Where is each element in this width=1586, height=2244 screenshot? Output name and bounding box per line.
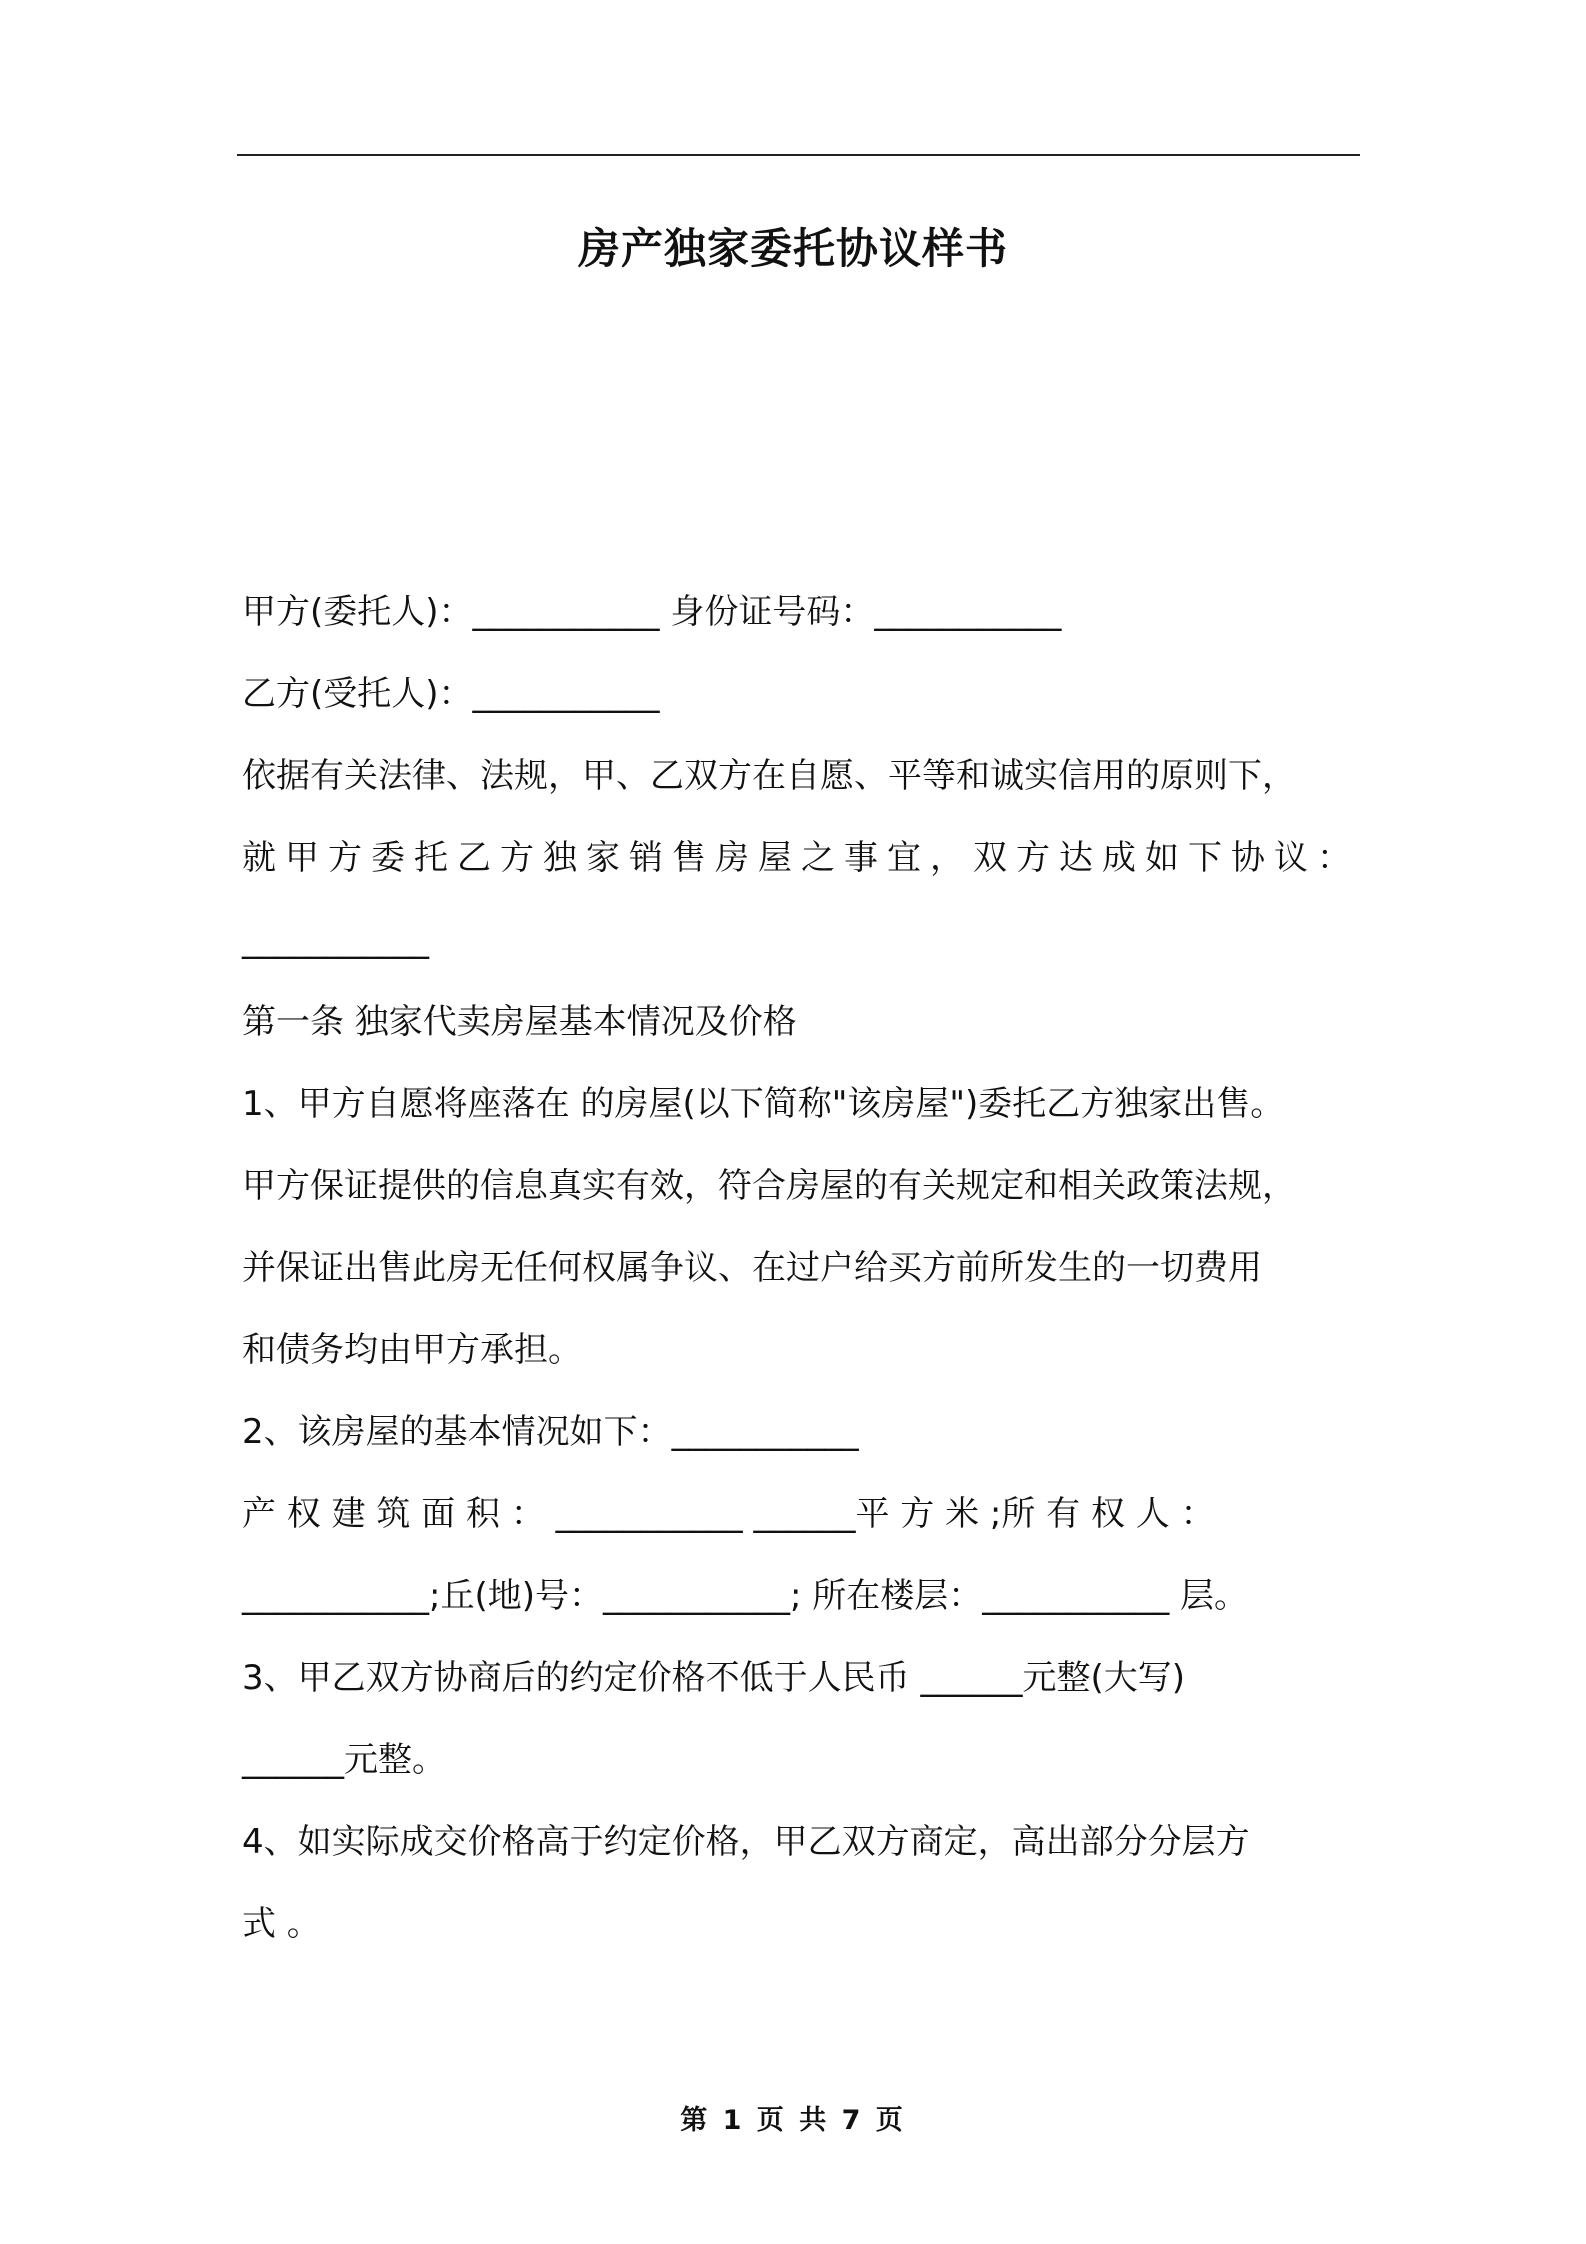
- party-b-line: 乙方(受托人)：___________: [242, 674, 660, 714]
- clause-1-line-2: 甲方保证提供的信息真实有效，符合房屋的有关规定和相关政策法规，: [242, 1166, 1296, 1206]
- clause-3-line-2: ______元整。: [242, 1740, 446, 1780]
- header-rule: [237, 154, 1360, 156]
- clause-2-line-1: 2、该房屋的基本情况如下：___________: [242, 1412, 859, 1452]
- clause-4-line-1: 4、如实际成交价格高于约定价格，甲乙双方商定，高出部分分层方: [242, 1822, 1250, 1862]
- article-1-heading: 第一条 独家代卖房屋基本情况及价格: [242, 1002, 797, 1042]
- clause-2-area-line: 产 权 建 筑 面 积 ： ___________ ______平 方 米 ;所 有 权 人 ：: [242, 1494, 1215, 1534]
- clause-3-line-1: 3、甲乙双方协商后的约定价格不低于人民币 ______元整(大写): [242, 1658, 1185, 1698]
- preamble-line-1: 依据有关法律、法规，甲、乙双方在自愿、平等和诚实信用的原则下，: [242, 756, 1296, 796]
- clause-1-line-4: 和债务均由甲方承担。: [242, 1330, 582, 1370]
- page-footer: 第 1 页 共 7 页: [680, 2105, 906, 2136]
- clause-2-lot-line: ___________;丘(地)号：___________; 所在楼层：___________ 层。: [242, 1576, 1249, 1616]
- clause-1-line-1: 1、甲方自愿将座落在 的房屋(以下简称"该房屋")委托乙方独家出售。: [242, 1084, 1285, 1124]
- blank-line: ___________: [242, 920, 429, 960]
- clause-4-line-2: 式 。: [242, 1904, 321, 1944]
- document-title: 房产独家委托协议样书: [577, 224, 1008, 273]
- party-a-line: 甲方(委托人)：___________ 身份证号码：___________: [242, 592, 1062, 632]
- preamble-line-2: 就甲方委托乙方独家销售房屋之事宜，双方达成如下协议：: [242, 838, 1360, 878]
- clause-1-line-3: 并保证出售此房无任何权属争议、在过户给买方前所发生的一切费用: [242, 1248, 1262, 1288]
